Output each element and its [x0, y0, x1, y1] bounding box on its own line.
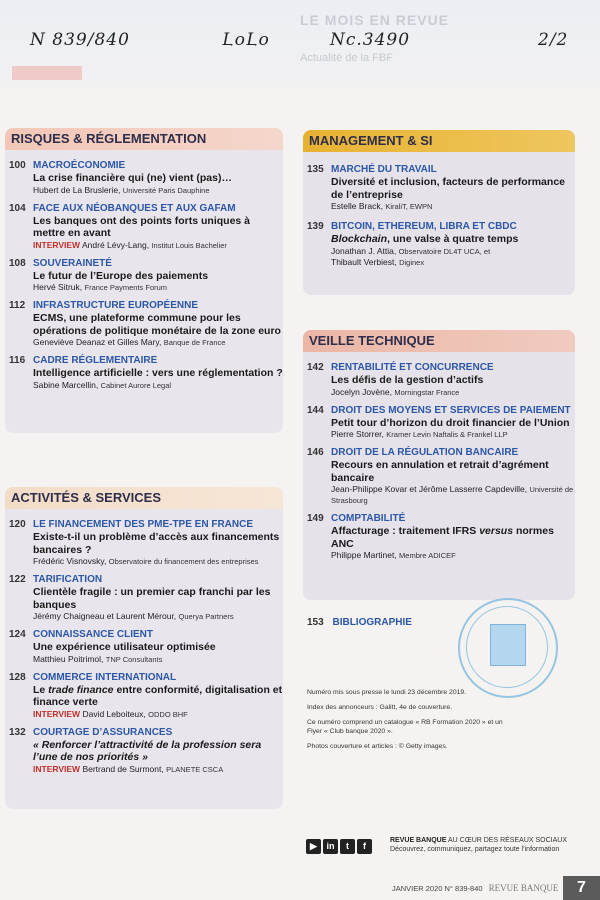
note-advertisers: Index des annonceurs : Galitt, 4e de couverture. [307, 704, 453, 711]
header-ghost-subtitle: Actualité de la FBF [300, 52, 393, 64]
page-number: 100 [9, 160, 26, 171]
page-number: 135 [307, 164, 324, 175]
rubric: COURTAGE D’ASSURANCES [33, 726, 173, 738]
rubric: FACE AUX NÉOBANQUES ET AUX GAFAM [33, 202, 236, 214]
title-emphasis: Blockchain [331, 233, 388, 245]
page-number: 149 [307, 513, 324, 524]
section-title: RISQUES & RÉGLEMENTATION [5, 128, 283, 150]
article-title: Diversité et inclusion, facteurs de performance de l’entreprise [331, 176, 565, 201]
handwritten-part: 2/2 [538, 30, 569, 50]
page-number: 116 [9, 355, 26, 366]
interview-label: INTERVIEW [33, 239, 81, 250]
rubric: BIBLIOGRAPHIE [332, 617, 412, 628]
social-icons [306, 836, 374, 852]
toc-entry[interactable] [303, 221, 575, 268]
page-number: 122 [9, 574, 26, 585]
affiliation: Université de Strasbourg [331, 485, 574, 505]
title-emphasis: trade finance [48, 683, 114, 696]
rubric: CONNAISSANCE CLIENT [33, 629, 154, 640]
affiliation: TNP Consultants [105, 654, 163, 664]
article-title: Les banques ont des points forts uniques à mettre en avant [33, 214, 251, 239]
title-emphasis: versus [479, 525, 514, 537]
author: Jean-Philippe Kovar et Jérôme Lasserre Capdeville, [331, 484, 528, 494]
title-part: Affacturage : traitement IFRS [331, 525, 480, 537]
section-veille [303, 330, 575, 600]
author: Sabine Marcellin, [33, 379, 99, 390]
header-ghost-title: LE MOIS EN REVUE [300, 12, 450, 28]
author: Philippe Martinet, [331, 550, 397, 560]
section-title: VEILLE TECHNIQUE [303, 330, 575, 352]
toc-entry[interactable] [5, 355, 283, 391]
rubric: DROIT DE LA RÉGULATION BANCAIRE [331, 447, 519, 458]
article-title: Une expérience utilisateur optimisée [33, 641, 216, 653]
affiliation: Institut Louis Bachelier [151, 240, 227, 250]
affiliation: Kramer Levin Naftalis & Frankel LLP [386, 430, 508, 439]
toc-entry[interactable] [5, 629, 283, 665]
article-title: Le futur de l’Europe des paiements [33, 269, 209, 282]
rubric: CADRE RÉGLEMENTAIRE [33, 355, 158, 366]
social-text [390, 836, 590, 854]
toc-entry-bibliographie[interactable] [307, 617, 412, 628]
section-risques [5, 128, 283, 433]
author: Hervé Sitruk, [33, 282, 83, 292]
footer-issue: JANVIER 2020 N° 839-840 [392, 884, 483, 893]
author: Bertrand de Surmont, [82, 763, 164, 774]
social-brand: REVUE BANQUE [390, 837, 447, 844]
section-title: ACTIVITÉS & SERVICES [5, 487, 283, 509]
author: Jérémy Chaigneau et Laurent Mérour, [33, 611, 177, 621]
rubric: LE FINANCEMENT DES PME-TPE EN FRANCE [33, 519, 254, 530]
author: Frédéric Visnovsky, [33, 556, 107, 566]
author: André Lévy-Lang, [81, 239, 150, 250]
note-press-date: Numéro mis sous presse le lundi 23 décembre 2019. [307, 689, 467, 696]
author: Jonathan J. Attia, [331, 245, 397, 256]
page-number-box: 7 [563, 876, 600, 900]
footer-brand: REVUE BANQUE [488, 883, 559, 893]
toc-entry[interactable] [5, 672, 283, 720]
author: Estelle Brack, [331, 201, 383, 211]
footer [392, 883, 558, 893]
handwritten-year: ԼօԼօ [222, 30, 270, 50]
affiliation: Morningstar France [394, 387, 460, 397]
toc-entry[interactable] [5, 203, 283, 251]
section-activites [5, 487, 283, 809]
youtube-icon[interactable]: ▶ [306, 839, 321, 854]
toc-entry[interactable] [5, 574, 283, 622]
affiliation: Université Paris Dauphine [122, 185, 210, 195]
rubric: MACROÉCONOMIE [33, 160, 126, 171]
rubric: MARCHÉ DU TRAVAIL [331, 164, 437, 175]
stamp-emblem [490, 624, 526, 666]
article-title: Recours en annulation et retrait d’agrément bancaire [331, 459, 549, 484]
rubric: TARIFICATION [33, 574, 103, 585]
affiliation: Observatoire DL4T UCA, et [398, 246, 491, 256]
toc-entry[interactable] [5, 258, 283, 294]
affiliation: KiraliT, EWPN [385, 202, 433, 211]
article-title: ECMS, une plateforme commune pour les opérations de politique monétaire de la zone euro [33, 312, 281, 337]
article-title [331, 233, 575, 246]
toc-entry[interactable] [5, 727, 283, 775]
author: Hubert de La Bruslerie, [33, 184, 121, 195]
section-management [303, 130, 575, 295]
note-photos: Photos couverture et articles : © Getty images. [307, 743, 448, 750]
page-number: 153 [307, 617, 324, 628]
rubric: COMMERCE INTERNATIONAL [33, 671, 177, 683]
social-line1: AU CŒUR DES RÉSEAUX SOCIAUX [446, 837, 567, 844]
article-title [33, 684, 283, 709]
toc-entry[interactable] [303, 164, 575, 212]
rubric: DROIT DES MOYENS ET SERVICES DE PAIEMENT [331, 404, 571, 416]
author: David Leboiteux, [82, 708, 146, 719]
article-title: Petit tour d’horizon du droit financier de l’Union [331, 416, 570, 429]
article-title [33, 739, 283, 764]
library-stamp [458, 598, 558, 698]
page-number: 124 [9, 629, 26, 640]
toc-entry[interactable] [303, 405, 575, 441]
article-title: Les défis de la gestion d’actifs [331, 374, 484, 386]
toc-entry[interactable] [303, 513, 575, 561]
interview-label: INTERVIEW [33, 763, 81, 774]
article-title: Clientèle fragile : un premier cap franchi par les banques [33, 586, 271, 611]
author: Geneviève Deanaz et Gilles Mary, [33, 337, 162, 347]
section-title: MANAGEMENT & SI [303, 130, 575, 152]
toc-entry[interactable] [5, 160, 283, 196]
affiliation: France Payments Forum [84, 283, 168, 292]
handwritten-issue: N 839/840 [30, 30, 130, 50]
affiliation: Observatoire du financement des entreprises [108, 557, 259, 566]
page-number: 142 [307, 362, 324, 373]
title-part: entre conformité, digitalisation et finance verte [33, 683, 283, 708]
article-title: Existe-t-il un problème d’accès aux financements bancaires ? [33, 531, 280, 556]
title-quote: « Renforcer l’attractivité de la profession sera l’une de nos priorités » [33, 738, 262, 763]
title-part: normes ANC [331, 525, 554, 550]
page-number: 146 [307, 447, 324, 458]
page-number: 108 [9, 257, 26, 269]
affiliation: Querya Partners [178, 612, 234, 621]
author: Jocelyn Jovène, [331, 386, 392, 397]
title-part: , une valse à quatre temps [387, 233, 519, 245]
author: Thibault Verbiest, [331, 256, 397, 267]
affiliation: Cabinet Aurore Legal [100, 380, 172, 390]
rubric: RENTABILITÉ ET CONCURRENCE [331, 362, 494, 373]
publication-notes [307, 688, 517, 757]
affiliation: PLANETE CSCA [166, 764, 224, 774]
page-number: 112 [9, 300, 26, 311]
author: Matthieu Poitrimol, [33, 653, 104, 664]
page-number: 144 [307, 404, 324, 416]
page-number: 104 [9, 202, 26, 214]
toc-entry[interactable] [303, 447, 575, 506]
toc-entry[interactable] [303, 362, 575, 398]
header-red-tab [12, 66, 82, 80]
page-number: 139 [307, 221, 324, 232]
affiliation: Membre ADICEF [399, 551, 456, 560]
toc-entry[interactable] [5, 300, 283, 348]
note-inserts: Ce numéro comprend un catalogue « RB Formation 2020 » et un Flyer « Club banque 2020 ». [307, 719, 503, 735]
article-title: La crise financière qui (ne) vient (pas)… [33, 172, 232, 184]
affiliation: Diginex [399, 257, 425, 267]
facebook-icon[interactable]: f [357, 839, 372, 854]
handwritten-ref: Nc.3490 [330, 30, 411, 50]
title-part: Le [33, 683, 49, 696]
social-line2: Découvrez, communiquez, partagez toute l’information [390, 846, 560, 853]
rubric: INFRASTRUCTURE EUROPÉENNE [33, 300, 199, 311]
article-title [331, 525, 575, 550]
author: Pierre Storrer, [331, 429, 384, 439]
rubric: BITCOIN, ETHEREUM, LIBRA ET CBDC [331, 221, 517, 232]
affiliation: Banque de France [163, 338, 226, 347]
twitter-icon[interactable]: t [340, 839, 355, 854]
affiliation: ODDO BHF [148, 709, 188, 719]
rubric: SOUVERAINETÉ [33, 257, 112, 269]
article-title: Intelligence artificielle : vers une réglementation ? [33, 367, 283, 379]
page-number: 132 [9, 726, 26, 738]
page-number: 120 [9, 519, 26, 530]
linkedin-icon[interactable]: in [323, 839, 338, 854]
rubric: COMPTABILITÉ [331, 513, 406, 524]
interview-label: INTERVIEW [33, 708, 81, 719]
page-number: 128 [9, 671, 26, 683]
toc-entry[interactable] [5, 519, 283, 567]
